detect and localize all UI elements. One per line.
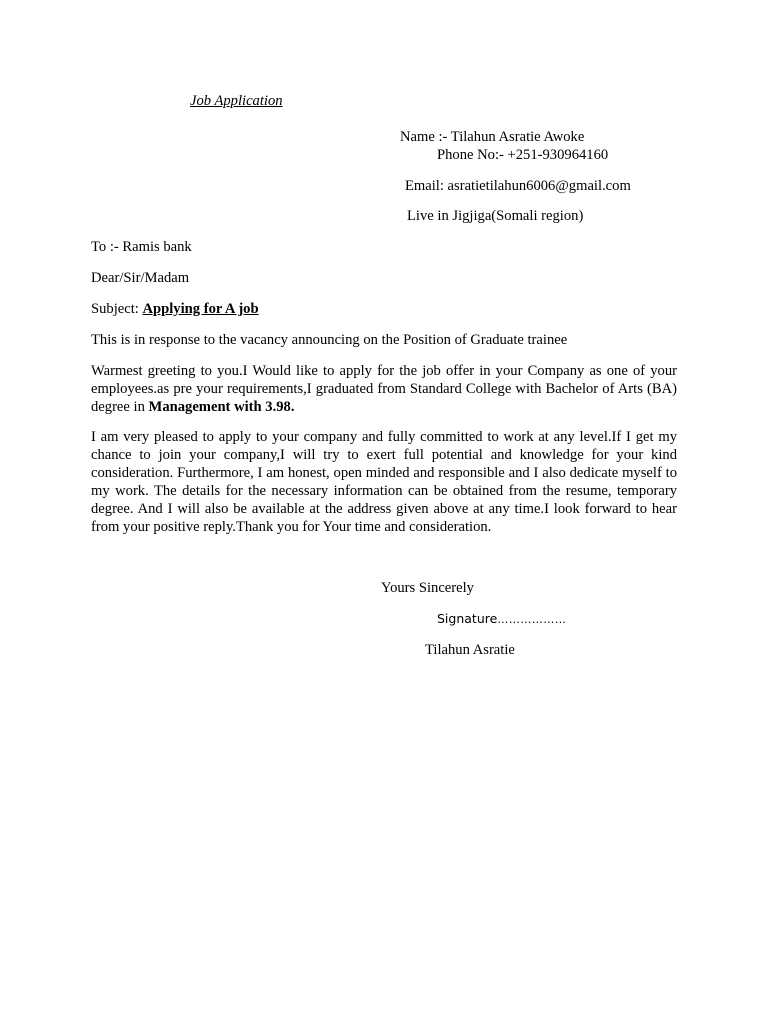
subject-value: Applying for A job bbox=[142, 301, 259, 317]
body-paragraph-2: I am very pleased to apply to your company and fully committed to work at any level.If I get my chance to join your company,I will try to exert full potential and knowledge for your kind consideration. Furthermore, I am honest, open minded and responsible and I also dedicate myself to my work. The details for the necessary information can be obtained from the resume, temporary degree. And I will also be available at the address given above at any time.I look forward to hear from your positive reply.Thank you for Your time and consideration. bbox=[91, 429, 677, 535]
sender-phone: Phone No:- +251-930964160 bbox=[437, 147, 609, 163]
signature-label: Signature bbox=[437, 611, 498, 626]
closing: Yours Sincerely bbox=[381, 580, 474, 596]
document-title: Job Application bbox=[190, 93, 283, 109]
body-paragraph-1-text: Warmest greeting to you.I Would like to apply for the job offer in your Company as one of your employees.as pre your requirements,I graduated from Standard College with Bachelor of Arts (BA) degree in bbox=[91, 363, 677, 415]
body-paragraph-1-bold: Management with 3.98. bbox=[148, 399, 295, 415]
recipient: To :- Ramis bank bbox=[91, 239, 192, 255]
sender-location: Live in Jigjiga(Somali region) bbox=[407, 208, 584, 224]
salutation: Dear/Sir/Madam bbox=[91, 270, 190, 286]
sender-email: Email: asratietilahun6006@gmail.com bbox=[405, 178, 631, 194]
body-paragraph-1 bbox=[91, 362, 677, 416]
response-sentence: This is in response to the vacancy announcing on the Position of Graduate trainee bbox=[91, 332, 568, 348]
subject-label: Subject: bbox=[91, 301, 143, 317]
signer-name: Tilahun Asratie bbox=[425, 642, 515, 658]
signature-dots: ……………… bbox=[497, 613, 567, 626]
sender-name: Name :- Tilahun Asratie Awoke bbox=[400, 129, 585, 145]
subject-line bbox=[91, 300, 259, 318]
signature-line bbox=[437, 610, 566, 629]
